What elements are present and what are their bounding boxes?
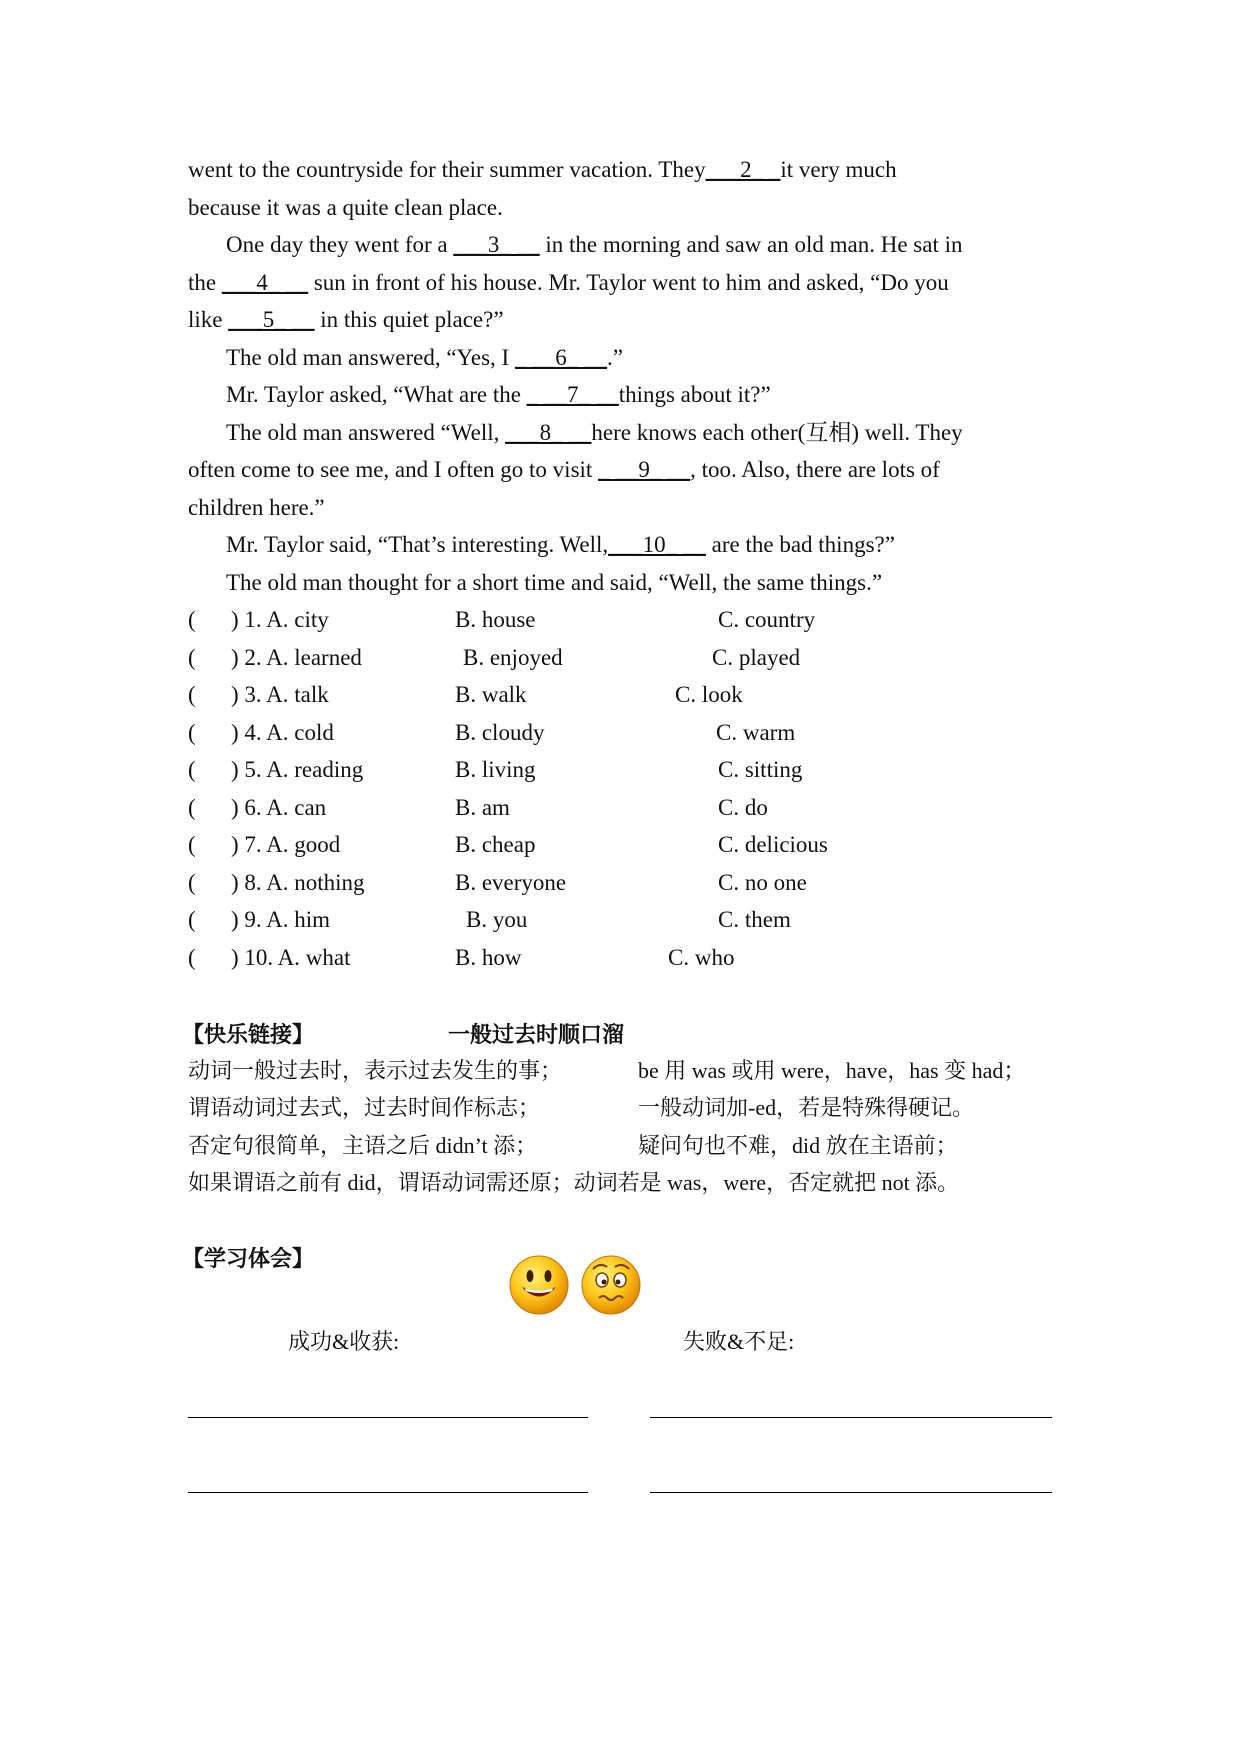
passage-line-1: went to the countryside for their summer vacation. They___2_ _it very much [188,157,897,182]
rhyme-line-1a: 动词一般过去时，表示过去发生的事； [188,1058,563,1083]
option-b: B. cloudy [455,720,545,745]
option-a: ) 5. A. reading [231,757,364,782]
option-a: ) 6. A. can [231,795,327,820]
passage-line-9: often come to see me, and I often go to visit _ __9_ __, too. Also, there are lots of [188,457,940,482]
rhyme-line-3b: 疑问句也不难，did 放在主语前； [638,1133,958,1158]
option-b: B. cheap [455,832,536,857]
option-a: ) 3. A. talk [231,682,329,707]
option-b: B. everyone [455,870,567,895]
failure-answer-line-1[interactable] [650,1417,1052,1418]
blank-4: ___4_ __ [221,270,309,295]
option-a: ) 10. A. what [231,945,351,970]
option-c: C. them [718,907,791,932]
option-a: ) 2. A. learned [231,645,362,670]
blank-2: ___2_ _ [705,157,781,182]
passage-line-12: The old man thought for a short time and said, “Well, the same things.” [226,570,883,595]
happy-link-heading: 【快乐链接】 [182,1023,315,1048]
passage-line-10: children here.” [188,495,325,520]
rhyme-line-2b: 一般动词加-ed，若是特殊得硬记。 [638,1095,975,1120]
option-a: ) 8. A. nothing [231,870,365,895]
option-c: C. played [712,645,801,670]
rhyme-line-1b: be 用 was 或用 were，have，has 变 had； [638,1058,1026,1083]
passage-line-2: because it was a quite clean place. [188,195,503,220]
answer-paren[interactable]: ( [188,682,196,707]
answer-paren[interactable]: ( [188,795,196,820]
answer-paren[interactable]: ( [188,945,196,970]
reflection-heading: 【学习体会】 [182,1247,315,1272]
passage-line-7: Mr. Taylor asked, “What are the _ __7_ __things about it?” [226,382,771,407]
happy-face-icon [508,1254,570,1316]
option-c: C. warm [716,720,796,745]
answer-paren[interactable]: ( [188,607,196,632]
option-a: ) 9. A. him [231,907,331,932]
option-b: B. you [466,907,528,932]
success-answer-line-2[interactable] [188,1492,588,1493]
option-b: B. enjoyed [463,645,563,670]
answer-paren[interactable]: ( [188,870,196,895]
passage-line-8: The old man answered “Well, ___8_ __here knows each other(互相) well. They [226,420,963,445]
passage-line-6: The old man answered, “Yes, I _ __6_ __.” [226,345,623,370]
rhyme-line-4: 如果谓语之前有 did，谓语动词需还原；动词若是 was，were，否定就把 not 添。 [188,1170,960,1195]
option-b: B. am [455,795,510,820]
passage-line-4: the ___4_ __ sun in front of his house. Mr. Taylor went to him and asked, “Do you [188,270,949,295]
answer-paren[interactable]: ( [188,832,196,857]
happy-link-title: 一般过去时顺口溜 [448,1023,625,1048]
option-c: C. look [675,682,743,707]
passage-line-5: like ___5_ __ in this quiet place?” [188,307,504,332]
option-c: C. country [718,607,816,632]
worried-face-icon [580,1254,642,1316]
option-c: C. no one [718,870,807,895]
option-a: ) 1. A. city [231,607,329,632]
blank-5: ___5_ __ [228,307,315,332]
blank-3: ___3_ __ [453,232,540,257]
option-c: C. who [668,945,735,970]
success-label: 成功&收获: [288,1329,400,1354]
answer-paren[interactable]: ( [188,907,196,932]
rhyme-line-3a: 否定句很简单，主语之后 didn’t 添； [188,1133,538,1158]
failure-answer-line-2[interactable] [650,1492,1052,1493]
option-a: ) 7. A. good [231,832,341,857]
blank-6: _ __6_ __ [514,345,607,370]
blank-9: _ __9_ __ [598,457,691,482]
failure-label: 失败&不足: [683,1329,795,1354]
option-a: ) 4. A. cold [231,720,334,745]
passage-line-3: One day they went for a ___3_ __ in the morning and saw an old man. He sat in [226,232,963,257]
option-b: B. how [455,945,522,970]
answer-paren[interactable]: ( [188,757,196,782]
option-b: B. living [455,757,536,782]
answer-paren[interactable]: ( [188,645,196,670]
option-c: C. do [718,795,768,820]
success-answer-line-1[interactable] [188,1417,588,1418]
option-b: B. house [455,607,536,632]
option-b: B. walk [455,682,527,707]
blank-8: ___8_ __ [505,420,592,445]
option-c: C. sitting [718,757,803,782]
rhyme-line-2a: 谓语动词过去式，过去时间作标志； [188,1095,541,1120]
passage-line-11: Mr. Taylor said, “That’s interesting. Well,___10_ __ are the bad things?” [226,532,895,557]
blank-7: _ __7_ __ [526,382,619,407]
answer-paren[interactable]: ( [188,720,196,745]
option-c: C. delicious [718,832,828,857]
blank-10: ___10_ __ [608,532,706,557]
